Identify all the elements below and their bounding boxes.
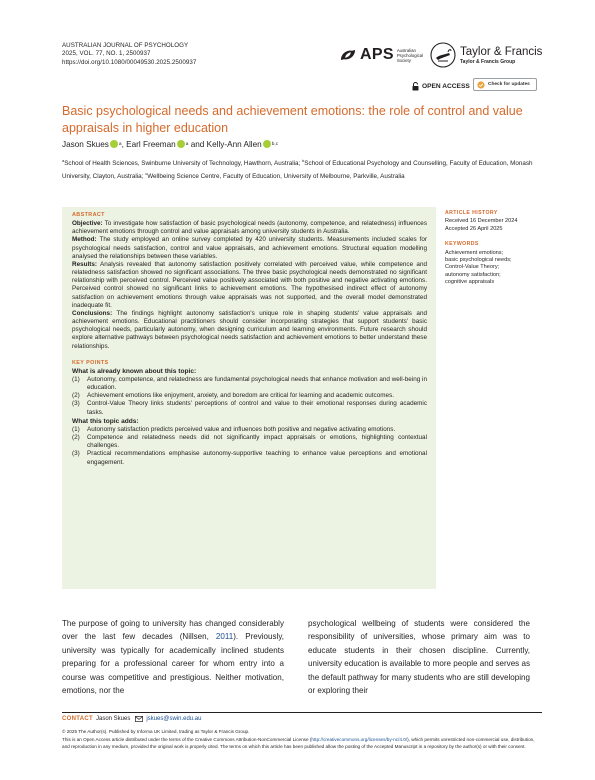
contact-name: Jason Skues: [95, 716, 131, 722]
keywords-heading: KEYWORDS: [445, 241, 479, 248]
license-text: [62, 736, 542, 751]
body-text: The purpose of going to university has changed considerably over the last few decades (Nillsen,: [62, 619, 284, 642]
known-list: [72, 376, 427, 417]
item-text: Practical recommendations emphasise autonomy-supportive teaching to enhance value perceptions and emotional engagement.: [87, 450, 427, 466]
orcid-icon[interactable]: [177, 140, 185, 148]
author-affil-marker: a: [185, 142, 189, 147]
license-link[interactable]: http://creativecommons.org/licenses/by-nc/4.0/: [311, 736, 408, 742]
abstract-content: [72, 211, 427, 467]
affil-marker: b: [302, 158, 305, 163]
abstract-results: [72, 261, 427, 310]
item-text: Control-Value Theory links students' perceptions of control and value to their emotional responses during academic tasks.: [87, 400, 427, 416]
contact-line: [62, 716, 201, 722]
journal-meta: [62, 42, 196, 67]
open-access-label: OPEN ACCESS: [422, 83, 470, 90]
author-affil-marker: a: [118, 142, 122, 147]
list-item: [72, 450, 427, 466]
citation-link[interactable]: 2011: [215, 632, 234, 642]
open-lock-icon: [412, 82, 419, 91]
footer-divider: [62, 712, 542, 713]
item-number: (2): [72, 392, 80, 400]
journal-volume: 2025, VOL. 77, NO. 1, 2500937: [62, 50, 151, 58]
item-number: (3): [72, 450, 80, 458]
item-text: Autonomy satisfaction predicts perceived value and influences both positive and negative activating emotions.: [87, 425, 396, 433]
copyright-notice: [62, 728, 542, 751]
article-title: Basic psychological needs and achievement emotions: the role of control and value appraisals in higher education: [62, 104, 523, 135]
author-list: [62, 140, 278, 149]
journal-doi-link[interactable]: https://doi.org/10.1080/00049530.2025.2500937: [62, 58, 197, 66]
taylor-francis-logo: [430, 42, 542, 68]
article-sidebar: [445, 210, 545, 287]
keyword-item: Achievement emotions;: [445, 249, 504, 256]
accepted-date: Accepted 26 April 2025: [445, 225, 503, 232]
known-heading: What is already known about this topic:: [72, 367, 197, 375]
affil-marker: a: [62, 158, 65, 163]
abstract-section-text: The study employed an online survey completed by 420 university students. Measurements included scales for psychological needs satisfaction, control and value appraisals, and achievement emotions. Structural equation modelling analysed the relationships between these variables.: [72, 236, 427, 260]
author-name[interactable]: Earl Freeman: [126, 140, 176, 149]
aps-logo-text: APS: [360, 46, 394, 63]
check-updates-label: Check for updates: [488, 82, 530, 87]
list-item: [72, 400, 427, 416]
item-text: Achievement emotions like enjoyment, anxiety, and boredom are critical for learning and academic outcomes.: [87, 392, 395, 400]
body-text: ). Previously, university was typically for academically inclined students preparing for a professional career for whom entry into a course was competitive and prestigious. Neither motivation, emotions, nor the: [62, 632, 284, 696]
body-column-left: [62, 617, 284, 697]
key-points-heading: KEY POINTS: [72, 359, 109, 366]
abstract-box: [62, 207, 436, 589]
abstract-conclusions: [72, 310, 427, 351]
affiliation-text: School of Health Sciences, Swinburne University of Technology, Hawthorn, Australia;: [64, 160, 301, 168]
aps-logo: [338, 45, 423, 65]
author-affil-marker: b,c: [271, 142, 279, 147]
abstract-section-text: Analysis revealed that autonomy satisfaction positively correlated with perceived value, while competence and relatedness satisfaction showed no significant associations. The three basic psychological needs demonstrated no significant relationship with perceived control. Perceived value positively associated with both positive and negative activating emotions. Perceived control showed no significant links to achievement emotions. The hypothesised indirect effect of autonomy satisfaction on achievement emotions through value appraisals was not supported, and the overall model demonstrated inadequate fit.: [72, 260, 427, 309]
aps-swirl-icon: [338, 45, 358, 65]
item-number: (2): [72, 434, 80, 442]
abstract-section-text: The findings highlight autonomy satisfaction's unique role in shaping students' value appraisals and achievement emotions. Educational practitioners should consider incorporating strategies that support students' basic psychological needs, particularly autonomy, when designing curriculum and learning environments. Future research should explore alternative pathways between psychological needs satisfaction and achievement emotions to better understand these relationships.: [72, 309, 427, 350]
check-updates-icon: [477, 81, 485, 89]
abstract-section-label: Objective:: [72, 220, 103, 228]
item-number: (3): [72, 400, 80, 408]
license-part: ), which permits unrestricted non-commercial use, distribution, and reproduction in any medium, provided the original work is properly cited. The terms on which this article has been published allow the posting of the Accepted Manuscript in a repository by the author(s) or with their consent.: [62, 736, 535, 750]
affil-marker: c: [145, 170, 148, 176]
keyword-item: cognitive appraisals: [445, 279, 495, 286]
abstract-section-label: Method:: [72, 236, 97, 244]
abstract-objective: [72, 220, 427, 236]
orcid-icon[interactable]: [110, 140, 118, 148]
list-item: [72, 392, 427, 400]
author-name[interactable]: Kelly-Ann Allen: [206, 140, 262, 149]
taylor-francis-group: Taylor & Francis Group: [460, 58, 516, 65]
author-separator: and: [190, 140, 205, 149]
aps-sub-line: Society: [396, 57, 411, 63]
abstract-section-label: Results:: [72, 260, 98, 268]
aps-sub-line: Australian: [396, 47, 416, 53]
item-number: (1): [72, 425, 80, 433]
email-icon: [135, 716, 143, 722]
abstract-method: [72, 236, 427, 260]
affiliation-text: School of Educational Psychology and Counselling, Faculty of Education, Monash University, Clayton, Australia;: [62, 160, 533, 180]
list-item: [72, 426, 427, 434]
author-separator: ,: [121, 140, 124, 149]
article-history-heading: ARTICLE HISTORY: [445, 210, 498, 216]
taylor-francis-name: Taylor & Francis: [460, 45, 543, 58]
contact-email-link[interactable]: jskues@swin.edu.au: [146, 716, 202, 722]
body-column-right: psychological wellbeing of students were considered the responsibility of universities, whose primary aim was to educate students in their chosen discipline. Currently, university education is available to more people and serves as the default pathway for many students who are still developing or exploring their: [308, 619, 530, 696]
item-text: Competence and relatedness needs did not significantly impact appraisals or emotions, highlighting contextual challenges.: [87, 434, 427, 450]
keyword-item: autonomy satisfaction;: [445, 271, 501, 278]
abstract-section-label: Conclusions:: [72, 309, 113, 317]
aps-logo-subtitle: [397, 48, 423, 63]
adds-list: [72, 426, 427, 467]
affiliations: [62, 156, 542, 181]
open-access-badge: [412, 82, 470, 91]
item-number: (1): [72, 375, 80, 383]
item-text: Autonomy, competence, and relatedness are fundamental psychological needs that enhance motivation and well-being in education.: [87, 375, 427, 392]
received-date: Received 16 December 2024: [445, 218, 518, 225]
list-item: [72, 434, 427, 450]
check-for-updates-button[interactable]: [473, 78, 537, 91]
list-item: [72, 376, 427, 392]
author-name[interactable]: Jason Skues: [62, 140, 109, 149]
abstract-heading: ABSTRACT: [72, 212, 105, 218]
keyword-item: Control-Value Theory;: [445, 264, 500, 271]
abstract-section-text: To investigate how satisfaction of basic psychological needs (autonomy, competence, and relatedness) influences achievement emotions through control and value appraisals among university students in Australia.: [72, 220, 427, 236]
contact-label: CONTACT: [62, 716, 93, 722]
keyword-item: basic psychological needs;: [445, 257, 512, 264]
copyright-line: © 2025 The Author(s). Published by Informa UK Limited, trading as Taylor & Francis Group.: [62, 729, 250, 734]
orcid-icon[interactable]: [263, 140, 271, 148]
adds-heading: What this topic adds:: [72, 417, 139, 425]
affiliation-text: Wellbeing Science Centre, Faculty of Education, University of Melbourne, Parkville, Australia: [147, 172, 405, 180]
taylor-francis-lamp-icon: [430, 42, 456, 68]
journal-name: AUSTRALIAN JOURNAL OF PSYCHOLOGY: [62, 42, 189, 49]
license-part: This is an Open Access article distributed under the terms of the Creative Commons Attribution-NonCommercial License (: [62, 736, 312, 742]
aps-sub-line: Psychological: [396, 52, 424, 58]
